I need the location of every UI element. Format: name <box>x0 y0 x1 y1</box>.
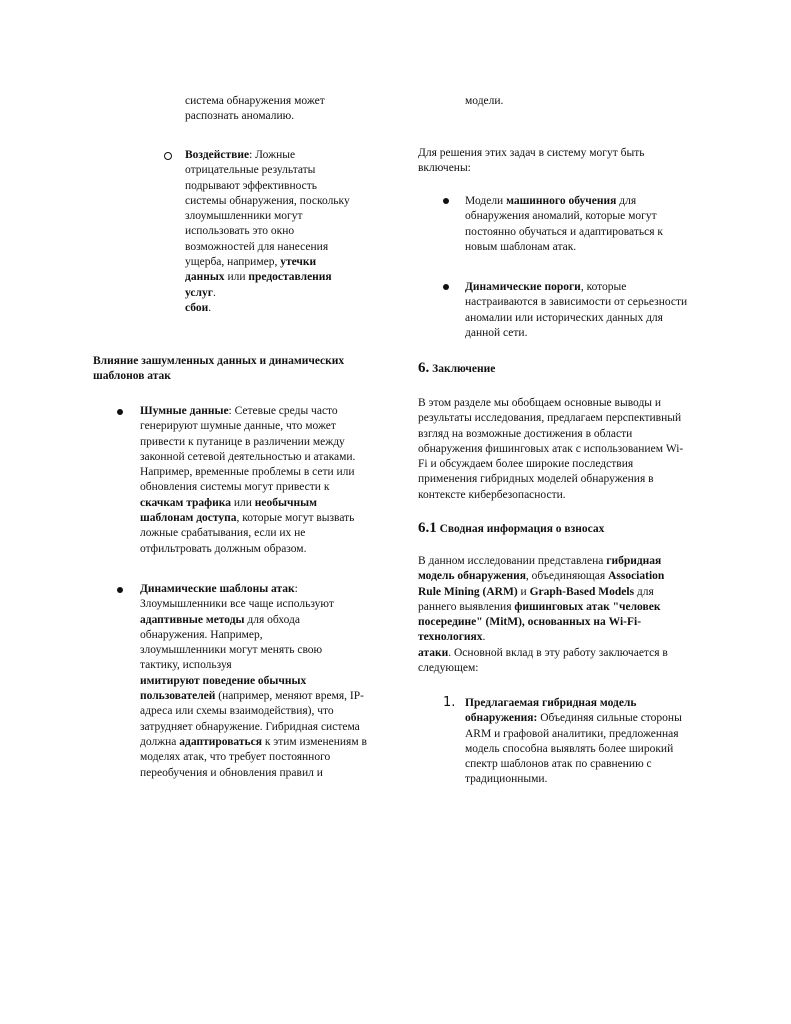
noisy-data-title: Шумные данные <box>140 405 229 417</box>
text-line: система обнаружения может <box>185 95 325 107</box>
conclusion-paragraph: В этом разделе мы обобщаем основные выводы и результаты исследования, предлагаем перспективный взгляд на возможные достижения в области обнаружения фишинговых атак с использованием Wi- Fi и обсуждаем более широкие последствия применения гибридных моделей обнаружения в контексте кибербезопасности. <box>418 397 684 501</box>
bullet-icon <box>117 409 123 415</box>
solutions-intro-paragraph: Для решения этих задач в систему могут быть включены: <box>418 147 645 175</box>
bullet-icon <box>443 198 449 204</box>
section-6-heading: 6. Заключение <box>418 360 496 376</box>
list-number: 1. <box>443 695 456 710</box>
dynamic-thresholds-list-item: Динамические пороги, которые настраиваются в зависимости от серьезности аномалии или исторических данных для данной сети. <box>465 281 688 339</box>
right-continuation-text: модели. <box>465 95 504 107</box>
section-6-1-heading: 6.1 Сводная информация о взносах <box>418 520 605 536</box>
dynamic-patterns-title: Динамические шаблоны атак <box>140 583 295 595</box>
section-heading-noisy-dynamic: Влияние зашумленных данных и динамических шаблонов атак <box>93 355 345 383</box>
left-continuation-text <box>185 94 325 125</box>
summary-paragraph: В данном исследовании представлена гибридная модель обнаружения, объединяющая Association Rule Mining (ARM) и Graph-Based Models для раннего выявления фишинговых атак "человек посередине" (MitM), основанных на Wi-Fi- технологиях. атаки. Основной вклад в эту работу заключается в следующем: <box>418 555 668 675</box>
contribution-list-item-1: Предлагаемая гибридная модель обнаружения: Объединяя сильные стороны ARM и графовой аналитики, предложенная модель способна выявлять более широкий спектр шаблонов атак по сравнению с традиционными. <box>465 697 682 786</box>
impact-title: Воздействие <box>185 149 250 161</box>
dynamic-patterns-list-item: Динамические шаблоны атак: Злоумышленники все чаще используют адаптивные методы для обхода обнаружения. Например, злоумышленники могут менять свою тактику, используя имитируют поведение обычных пользователей (например, меняют время, IP- адреса или схемы взаимодействия), что затрудняет обнаружение. Гибридная система должна адаптироваться к этим изменениям в моделях атак, что требует постоянного переобучения и обновления правил и <box>140 583 367 779</box>
hollow-circle-bullet-icon <box>164 152 172 160</box>
ml-models-list-item: Модели машинного обучения для обнаружения аномалий, которые могут постоянно обучаться и адаптироваться к новым шаблонам атак. <box>465 195 663 253</box>
bullet-icon <box>443 284 449 290</box>
impact-list-item: Воздействие: Ложные отрицательные результаты подрывают эффективность системы обнаружения, поскольку злоумышленники могут использовать это окно возможностей для нанесения ущерба, например, утечки данных или предоставления услуг. сбои. <box>185 149 350 314</box>
bullet-icon <box>117 587 123 593</box>
text-line: распознать аномалию. <box>185 110 295 123</box>
noisy-data-list-item: Шумные данные: Сетевые среды часто генерируют шумные данные, что может привести к путанице в различении между законной сетевой деятельностью и атаками. Например, временные проблемы в сети или обновления системы могут привести к скачкам трафика или необычным шаблонам доступа, которые могут вызвать ложные срабатывания, если их не отфильтровать должным образом. <box>140 405 356 555</box>
